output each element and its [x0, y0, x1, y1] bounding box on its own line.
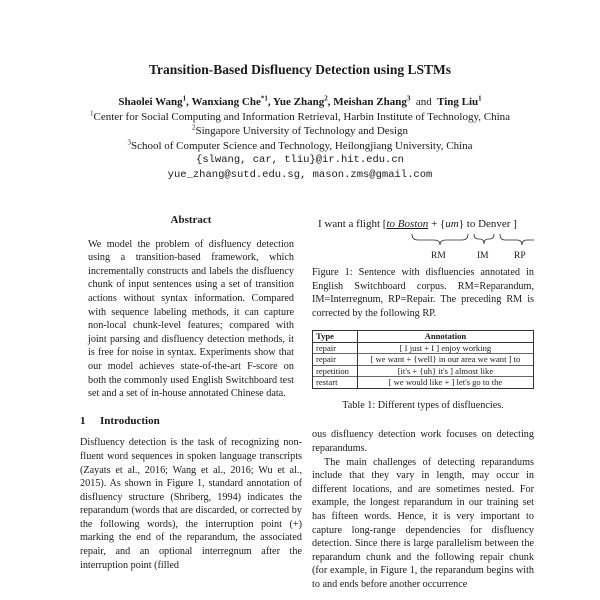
disfluency-types-table — [312, 330, 534, 389]
table-row: repetition [it's + {uh} it's ] almost like — [313, 365, 534, 377]
table-row: repair [ we want + {well} in our area we want ] to — [313, 354, 534, 366]
table-header: Annotation — [357, 331, 533, 343]
figure-sentence: I want a flight [to Boston + {um} to Denver ] — [318, 218, 517, 230]
author-name: Wanxiang Che — [191, 96, 261, 108]
table-row: repair [ I just + I ] enjoy working — [313, 342, 534, 354]
right-body — [312, 428, 534, 591]
interregnum-text: um — [445, 218, 459, 230]
repair-text: to Denver — [466, 218, 511, 230]
left-column — [80, 214, 302, 572]
abstract-body: We model the problem of disfluency detection using a transition-based framework, which incrementally constructs and labels the disfluency chunk of input sentences using a set of transition actions without syntax information. Compared with sequence labeling methods, it can capture non-local chunk-level features; compared with joint parsing and disfluency detection methods, it is free for noise in syntax. Experiments show that our model achieves state-of-the-art F-score on both the commonly used English Switchboard test set and a set of in-house annotated Chinese data. — [88, 238, 294, 400]
right-column — [312, 214, 534, 592]
table-header-row — [313, 331, 534, 343]
im-label: IM — [477, 251, 489, 261]
figure-braces — [312, 214, 534, 266]
affiliation: $^3$School of Computer Science and Technology, Heilongjiang University, China — [127, 137, 473, 152]
intro-body: Disfluency detection is the task of recognizing non-fluent word sequences in spoken language transcripts (Zayats et al., 2016; Wang et al., 2016; Wu et al., 2015). As shown in Figure 1, standard annotation of disfluency structure (Shriberg, 1994) indicates the reparandum (words that are discarded, or corrected by the following words), the interruption point (+) marking the end of the reparandum, the associated repair, and an optional interregnum after the interruption point (filled — [80, 437, 302, 571]
author-names: Shaolei Wang$^1$, Wanxiang Che$^{*1}$, Yue Zhang$^2$, Meishan Zhang$^3$ and Ting Liu$^1$ — [118, 94, 482, 108]
abstract-heading: Abstract — [170, 214, 212, 226]
rm-brace — [412, 234, 468, 245]
author-name: Yue Zhang — [272, 96, 325, 108]
paragraph: The main challenges of detecting reparandums include that they vary in length, may occur in different locations, and are sometimes nested. For example, the longest reparandum in our training set has fifteen words. Hence, it is very important to capture long-range dependencies for disfluency detection. Since there is large parallelism between the reparandum chunk and the following repair chunk (for example, in Figure 1, the reparandum begins with to and ends before another occurrence — [312, 456, 534, 590]
author-name: Ting Liu — [437, 96, 479, 108]
paragraph: ous disfluency detection work focuses on detecting reparandums. — [312, 429, 534, 455]
author-name: Shaolei Wang — [118, 96, 183, 108]
author-block — [0, 95, 600, 182]
figure-1 — [312, 214, 534, 266]
rm-label: RM — [431, 251, 446, 261]
table-row: restart [ we would like + ] let's go to the — [313, 377, 534, 389]
table-header: Type — [313, 331, 358, 343]
affiliation: $^1$Center for Social Computing and Information Retrieval, Harbin Institute of Technology, China — [89, 108, 511, 123]
section-heading: 1 Introduction — [80, 414, 160, 427]
reparandum-text: to Boston — [386, 218, 429, 230]
affiliation: $^2$Singapore University of Technology and Design — [191, 123, 409, 137]
email[interactable]: {slwang, car, tliu}@ir.hit.edu.cn — [196, 154, 404, 166]
table-caption: Table 1: Different types of disfluencies. — [342, 399, 504, 411]
im-brace — [474, 234, 494, 244]
author-name: Meishan Zhang — [333, 96, 407, 108]
email[interactable]: yue_zhang@sutd.edu.sg, mason.zms@gmail.com — [167, 168, 433, 181]
paper-title: Transition-Based Disfluency Detection using LSTMs — [148, 62, 452, 77]
rp-brace — [500, 234, 534, 245]
figure-caption: Figure 1: Sentence with disfluencies annotated in English Switchboard corpus. RM=Reparandum, IM=Interregnum, RP=Repair. The preceding RM is corrected by the following RP. — [312, 267, 534, 319]
rp-label: RP — [514, 251, 526, 261]
